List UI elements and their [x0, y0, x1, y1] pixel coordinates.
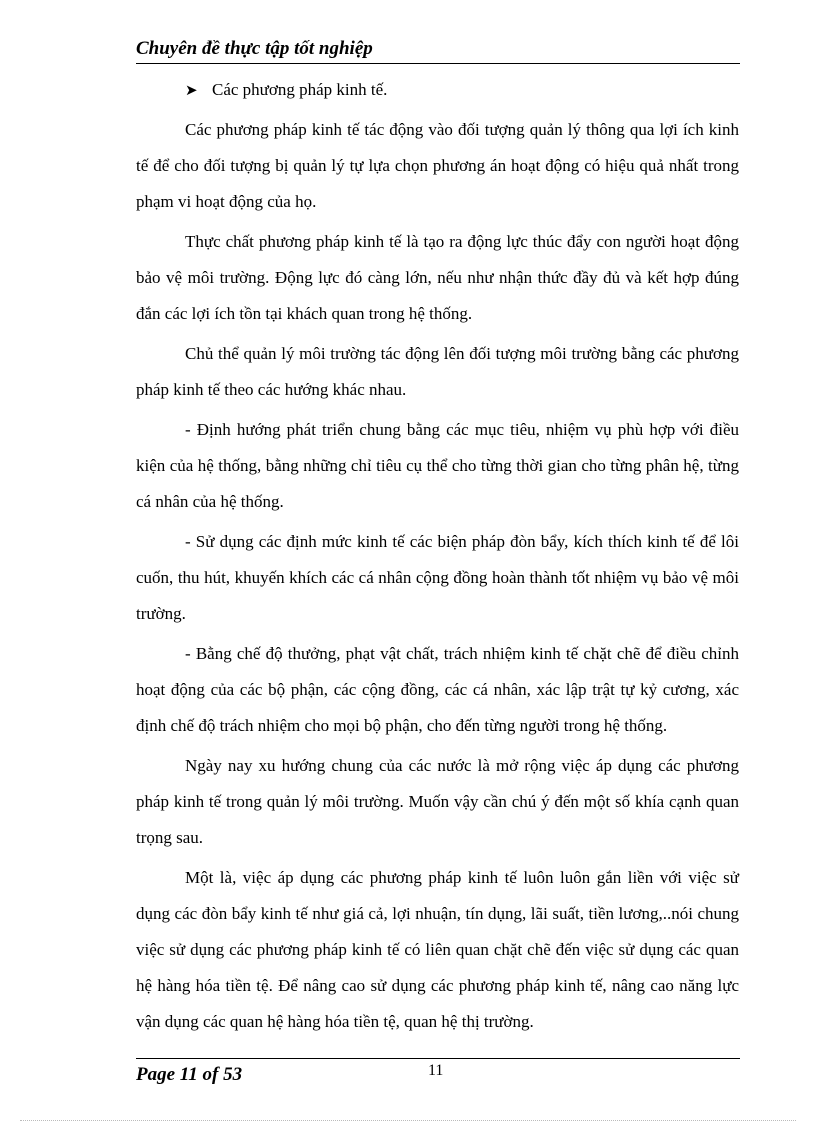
section-heading	[136, 72, 739, 108]
paragraph: - Định hướng phát triển chung bằng các mục tiêu, nhiệm vụ phù hợp với điều kiện của hệ thống, bằng những chỉ tiêu cụ thể cho từng thời gian cho từng phân hệ, từng cá nhân của hệ thống.	[136, 420, 739, 511]
page-body	[136, 72, 739, 1040]
arrow-bullet-icon: ➤	[185, 83, 198, 99]
document-header-title: Chuyên đề thực tập tốt nghiệp	[136, 38, 373, 59]
paragraph: - Bằng chế độ thưởng, phạt vật chất, trách nhiệm kinh tế chặt chẽ để điều chỉnh hoạt động của các bộ phận, các cộng đồng, các cá nhân, xác lập trật tự kỷ cương, xác định chế độ trách nhiệm cho mọi bộ phận, cho đến từng người trong hệ thống.	[136, 644, 739, 735]
section-heading-text: Các phương pháp kinh tế.	[212, 80, 388, 99]
paragraph: Chủ thể quản lý môi trường tác động lên đối tượng môi trường bằng các phương pháp kinh tế theo các hướng khác nhau.	[136, 344, 739, 399]
paragraph: Ngày nay xu hướng chung của các nước là mở rộng việc áp dụng các phương pháp kinh tế trong quản lý môi trường. Muốn vậy cần chú ý đến một số khía cạnh quan trọng sau.	[136, 756, 739, 847]
footer-page-number: 11	[428, 1062, 444, 1079]
header-divider	[136, 63, 740, 64]
footer-page-label: Page 11 of 53	[136, 1064, 243, 1085]
footer-divider	[136, 1058, 740, 1059]
paragraph: Một là, việc áp dụng các phương pháp kinh tế luôn luôn gắn liền với việc sử dụng các đòn bẩy kinh tế như giá cả, lợi nhuận, tín dụng, lãi suất, tiền lương,..nói chung việc sử dụng các phương pháp kinh tế có liên quan chặt chẽ đến việc sử dụng các quan hệ hàng hóa tiền tệ. Để nâng cao sử dụng các phương pháp kinh tế, nâng cao năng lực vận dụng các quan hệ hàng hóa tiền tệ, quan hệ thị trường.	[136, 868, 739, 1031]
paragraph: Các phương pháp kinh tế tác động vào đối tượng quản lý thông qua lợi ích kinh tế để cho đối tượng bị quản lý tự lựa chọn phương án hoạt động có hiệu quả nhất trong phạm vi hoạt động của họ.	[136, 120, 739, 211]
paragraph: Thực chất phương pháp kinh tế là tạo ra động lực thúc đẩy con người hoạt động bảo vệ môi trường. Động lực đó càng lớn, nếu như nhận thức đầy đủ và kết hợp đúng đắn các lợi ích tồn tại khách quan trong hệ thống.	[136, 232, 739, 323]
page-edge-divider	[20, 1120, 796, 1121]
paragraph: - Sử dụng các định mức kinh tế các biện pháp đòn bẩy, kích thích kinh tế để lôi cuốn, thu hút, khuyến khích các cá nhân cộng đồng hoàn thành tốt nhiệm vụ bảo vệ môi trường.	[136, 532, 739, 623]
